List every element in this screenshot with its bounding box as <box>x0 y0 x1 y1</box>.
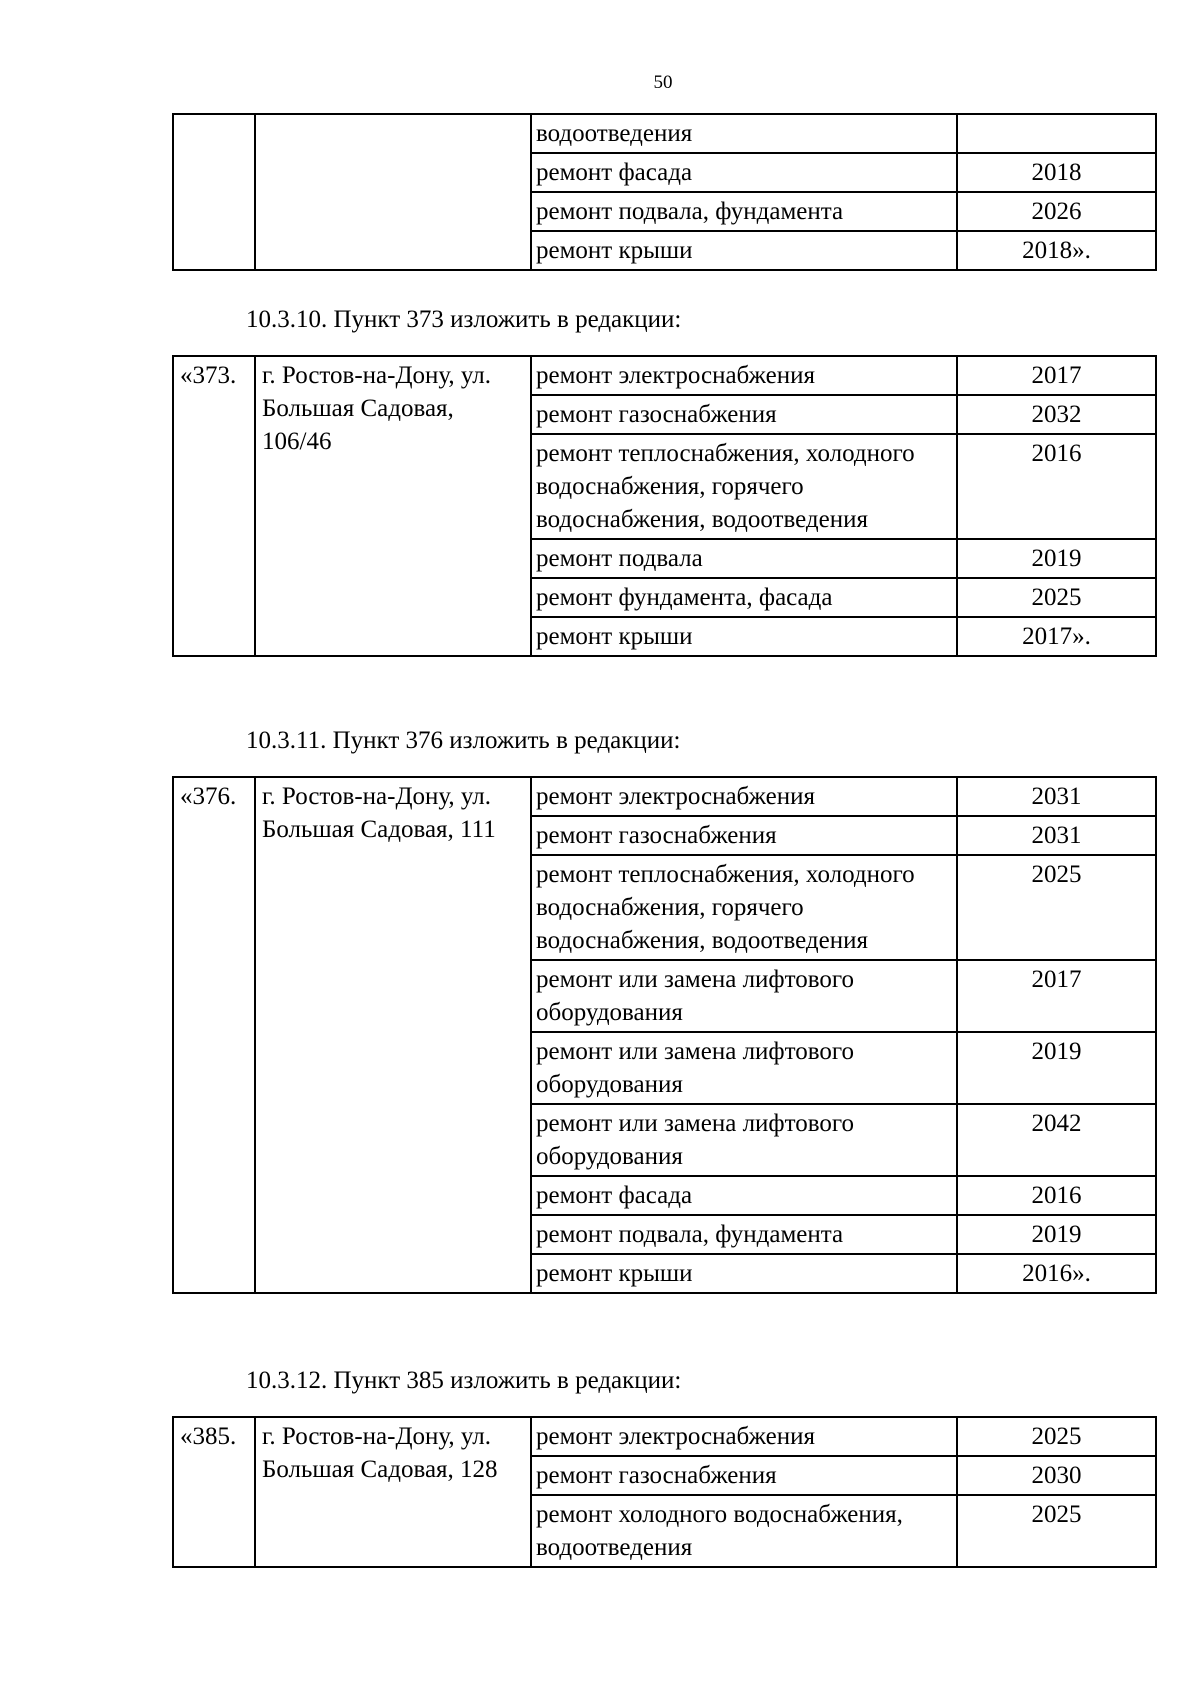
table-row <box>173 114 1156 153</box>
year-cell: 2016 <box>957 1176 1156 1215</box>
work-cell: ремонт теплоснабжения, холодного водоснабжения, горячего водоснабжения, водоотведения <box>531 434 957 539</box>
work-cell: ремонт газоснабжения <box>531 1456 957 1495</box>
page-number: 50 <box>653 72 673 93</box>
work-cell: ремонт или замена лифтового оборудования <box>531 1032 957 1104</box>
year-cell: 2019 <box>957 1032 1156 1104</box>
work-cell: ремонт фундамента, фасада <box>531 578 957 617</box>
work-cell: ремонт крыши <box>531 617 957 656</box>
item-table-385 <box>172 1416 1157 1568</box>
work-cell: ремонт крыши <box>531 231 957 270</box>
work-cell: ремонт подвала, фундамента <box>531 1215 957 1254</box>
work-cell: ремонт электроснабжения <box>531 1417 957 1456</box>
year-cell <box>957 114 1156 153</box>
year-cell: 2017 <box>957 960 1156 1032</box>
year-cell: 2019 <box>957 539 1156 578</box>
table-row <box>173 1417 1156 1456</box>
work-cell: ремонт фасада <box>531 153 957 192</box>
item-table-373 <box>172 355 1157 657</box>
work-cell: ремонт электроснабжения <box>531 356 957 395</box>
work-cell: ремонт газоснабжения <box>531 395 957 434</box>
year-cell: 2018 <box>957 153 1156 192</box>
work-cell: ремонт холодного водоснабжения, водоотведения <box>531 1495 957 1567</box>
section-heading: 10.3.12. Пункт 385 изложить в редакции: <box>246 1367 682 1394</box>
item-number-cell: «376. <box>173 777 255 1293</box>
work-cell: ремонт крыши <box>531 1254 957 1293</box>
item-number-cell: «385. <box>173 1417 255 1567</box>
year-cell: 2030 <box>957 1456 1156 1495</box>
item-number-cell <box>173 114 255 270</box>
year-cell: 2025 <box>957 1495 1156 1567</box>
year-cell: 2032 <box>957 395 1156 434</box>
work-cell: ремонт или замена лифтового оборудования <box>531 960 957 1032</box>
work-cell: ремонт фасада <box>531 1176 957 1215</box>
year-cell: 2042 <box>957 1104 1156 1176</box>
work-cell: ремонт или замена лифтового оборудования <box>531 1104 957 1176</box>
section-heading: 10.3.10. Пункт 373 изложить в редакции: <box>246 306 682 333</box>
year-cell: 2016 <box>957 434 1156 539</box>
year-cell: 2018». <box>957 231 1156 270</box>
section-heading: 10.3.11. Пункт 376 изложить в редакции: <box>246 727 681 754</box>
table-row <box>173 777 1156 816</box>
work-cell: ремонт теплоснабжения, холодного водоснабжения, горячего водоснабжения, водоотведения <box>531 855 957 960</box>
work-cell: ремонт подвала, фундамента <box>531 192 957 231</box>
year-cell: 2016». <box>957 1254 1156 1293</box>
work-cell: ремонт электроснабжения <box>531 777 957 816</box>
address-cell: г. Ростов-на-Дону, ул. Большая Садовая, 106/46 <box>255 356 531 656</box>
item-table-376 <box>172 776 1157 1294</box>
item-number-cell: «373. <box>173 356 255 656</box>
address-cell <box>255 114 531 270</box>
year-cell: 2031 <box>957 816 1156 855</box>
continuation-table <box>172 113 1157 271</box>
work-cell: ремонт газоснабжения <box>531 816 957 855</box>
table-row <box>173 356 1156 395</box>
year-cell: 2017 <box>957 356 1156 395</box>
year-cell: 2025 <box>957 578 1156 617</box>
year-cell: 2025 <box>957 855 1156 960</box>
address-cell: г. Ростов-на-Дону, ул. Большая Садовая, 111 <box>255 777 531 1293</box>
year-cell: 2031 <box>957 777 1156 816</box>
address-cell: г. Ростов-на-Дону, ул. Большая Садовая, 128 <box>255 1417 531 1567</box>
year-cell: 2017». <box>957 617 1156 656</box>
year-cell: 2026 <box>957 192 1156 231</box>
work-cell: водоотведения <box>531 114 957 153</box>
work-cell: ремонт подвала <box>531 539 957 578</box>
year-cell: 2019 <box>957 1215 1156 1254</box>
year-cell: 2025 <box>957 1417 1156 1456</box>
